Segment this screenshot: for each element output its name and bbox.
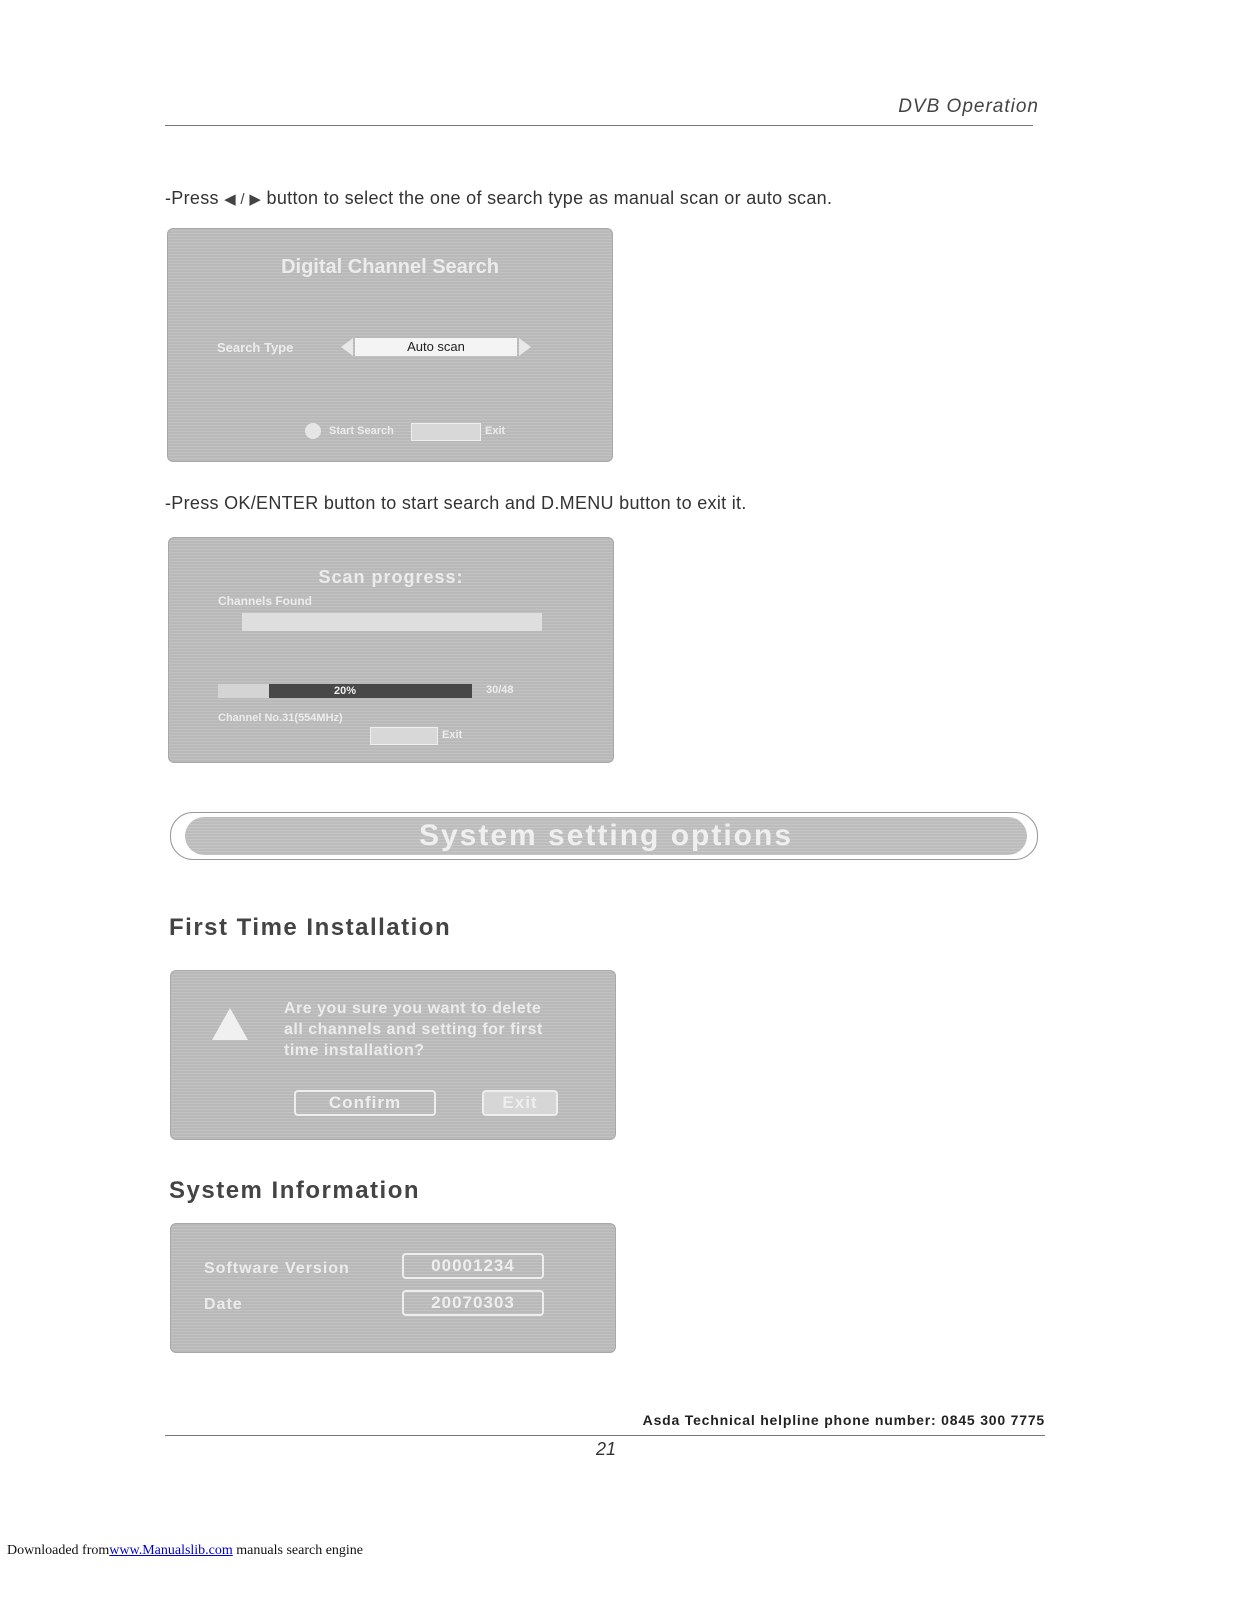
progress-track — [218, 684, 472, 698]
channels-found-list — [242, 613, 542, 631]
message-line: time installation? — [284, 1042, 425, 1059]
system-information-screen — [170, 1223, 616, 1353]
confirm-button[interactable]: Confirm — [294, 1090, 436, 1116]
header-rule — [165, 125, 1033, 126]
software-version-label: Software Version — [204, 1260, 350, 1277]
search-type-value[interactable]: Auto scan — [355, 338, 517, 356]
search-type-label: Search Type — [217, 340, 294, 355]
ok-button-icon — [305, 423, 321, 439]
warning-message — [284, 998, 543, 1061]
date-value: 20070303 — [402, 1290, 544, 1316]
instruction-prefix: -Press — [165, 188, 219, 208]
progress-percent-label: 20% — [333, 685, 357, 697]
left-arrow-icon[interactable] — [341, 338, 353, 356]
exit-label: Exit — [442, 729, 463, 741]
channels-found-label: Channels Found — [218, 594, 312, 608]
banner-fill — [185, 817, 1027, 855]
warning-icon — [212, 1008, 248, 1040]
progress-count: 30/48 — [486, 684, 514, 696]
first-time-installation-screen — [170, 970, 616, 1140]
helpline-text: Asda Technical helpline phone number: 0845 300 7775 — [642, 1412, 1045, 1428]
start-search-label: Start Search — [329, 425, 394, 437]
instruction-text: button to select the one of search type as manual scan or auto scan. — [266, 188, 833, 208]
download-credit — [7, 1543, 363, 1559]
message-line: Are you sure you want to delete — [284, 1000, 542, 1017]
scan-progress-screen — [168, 537, 614, 763]
channel-search-screen — [167, 228, 613, 462]
manualslib-link[interactable]: www.Manualslib.com — [109, 1543, 233, 1558]
message-line: all channels and setting for first — [284, 1021, 543, 1038]
scan-progress-title: Scan progress: — [318, 567, 464, 587]
page-number: 21 — [596, 1439, 617, 1459]
date-label: Date — [204, 1296, 243, 1313]
section-label: DVB Operation — [898, 96, 1039, 117]
channel-info: Channel No.31(554MHz) — [218, 712, 343, 724]
footer-rule — [165, 1435, 1045, 1436]
software-version-value: 00001234 — [402, 1253, 544, 1279]
download-prefix: Downloaded from — [7, 1543, 110, 1558]
left-right-arrows-icon: ◀ / ▶ — [224, 191, 262, 208]
instruction-search-type — [165, 188, 832, 209]
dmenu-key-chip — [370, 727, 438, 745]
system-information-heading: System Information — [169, 1177, 421, 1204]
download-suffix: manuals search engine — [236, 1543, 364, 1558]
banner-title: System setting options — [418, 819, 794, 852]
exit-label: Exit — [485, 425, 506, 437]
dmenu-key-chip — [411, 423, 481, 441]
screen-title: Digital Channel Search — [281, 256, 499, 278]
first-time-installation-heading: First Time Installation — [169, 914, 452, 941]
exit-button[interactable]: Exit — [482, 1090, 558, 1116]
system-setting-banner — [170, 812, 1038, 860]
right-arrow-icon[interactable] — [519, 338, 531, 356]
instruction-start-search: -Press OK/ENTER button to start search and D.MENU button to exit it. — [165, 493, 747, 513]
